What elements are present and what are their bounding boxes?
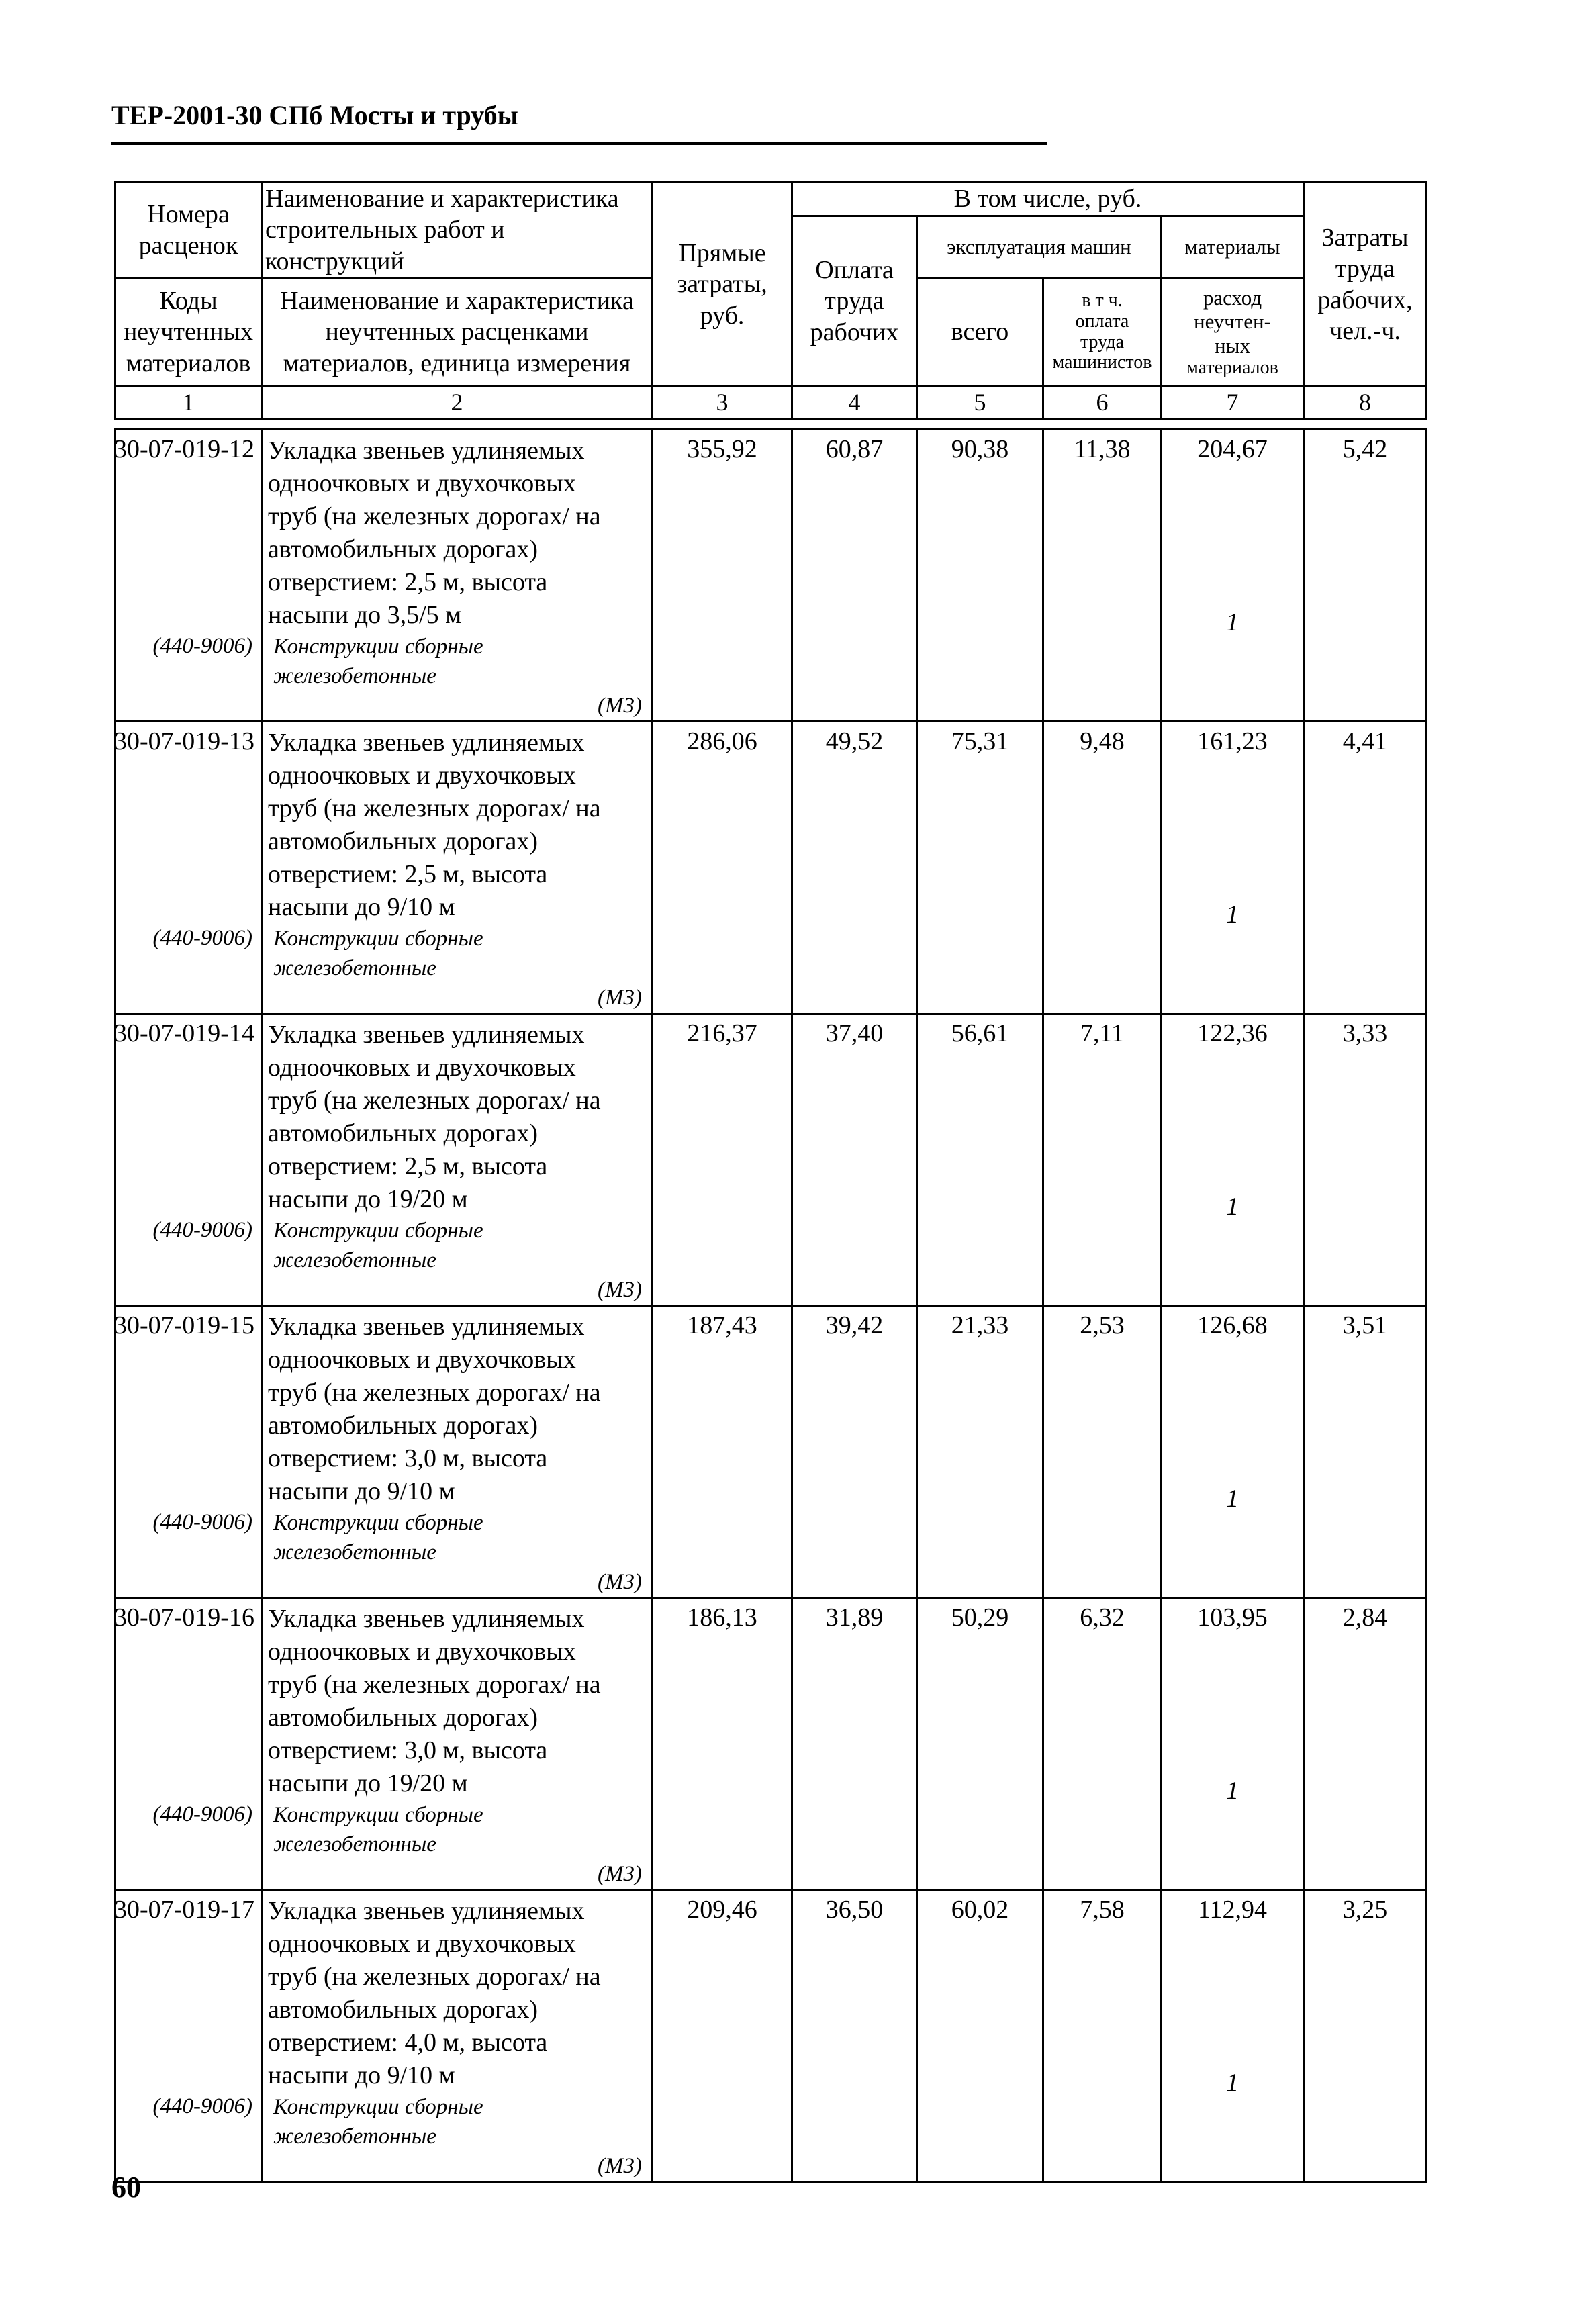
work-description: Укладка звеньев удлиняемых одноочковых и двухочковых труб (на железных дорогах/ на автомобильных дорогах) отверстием: 4,0 м, высота насыпи до 9/10 м Конструкции сборные железобетонные (М3) — [262, 1890, 653, 2182]
work-description: Укладка звеньев удлиняемых одноочковых и двухочковых труб (на железных дорогах/ на автомобильных дорогах) отверстием: 2,5 м, высота насыпи до 9/10 м Конструкции сборные железобетонные (М3) — [262, 722, 653, 1014]
page-header: ТЕР-2001-30 СПб Мосты и трубы — [111, 100, 518, 130]
table-row — [115, 1014, 1427, 1217]
materials-cost: 161,23 1 — [1162, 722, 1304, 1014]
header-rule — [111, 142, 1047, 145]
machinist-pay: 7,11 — [1043, 1014, 1162, 1306]
material-code: (440-9006) — [115, 2093, 262, 2181]
labor-hours: 3,25 — [1304, 1890, 1427, 2182]
labor-hours: 3,33 — [1304, 1014, 1427, 1306]
material-code: (440-9006) — [115, 632, 262, 721]
materials-cost: 204,67 1 — [1162, 430, 1304, 722]
material-code: (440-9006) — [115, 1801, 262, 1889]
work-description: Укладка звеньев удлиняемых одноочковых и двухочковых труб (на железных дорогах/ на автомобильных дорогах) отверстием: 2,5 м, высота насыпи до 3,5/5 м Конструкции сборные железобетонные (М3) — [262, 430, 653, 722]
materials-cost: 126,68 1 — [1162, 1306, 1304, 1598]
direct-costs: 186,13 — [653, 1598, 792, 1890]
material-description: Конструкции сборные железобетонные (М3) — [268, 632, 649, 720]
header-labor-hours: Затраты труда рабочих, чел.-ч. — [1304, 183, 1427, 387]
material-unit: (М3) — [598, 1570, 642, 1594]
machines-total: 75,31 — [917, 722, 1043, 1014]
header-rate-numbers: Номера расценок — [115, 183, 262, 278]
header-material-names: Наименование и характеристика неучтенных расценками материалов, единица измерения — [262, 278, 653, 387]
material-quantity: 1 — [1226, 900, 1239, 929]
table-row — [115, 1890, 1427, 2094]
labor-hours: 5,42 — [1304, 430, 1427, 722]
rate-code: 30-07-019-14 — [115, 1014, 262, 1217]
material-unit: (М3) — [598, 986, 642, 1010]
machines-total: 56,61 — [917, 1014, 1043, 1306]
worker-pay: 37,40 — [792, 1014, 917, 1306]
rate-code: 30-07-019-17 — [115, 1890, 262, 2094]
material-code: (440-9006) — [115, 1217, 262, 1305]
machinist-pay: 11,38 — [1043, 430, 1162, 722]
materials-cost: 112,94 1 — [1162, 1890, 1304, 2182]
header-materials: материалы — [1162, 216, 1304, 278]
material-unit: (М3) — [598, 1862, 642, 1886]
direct-costs: 187,43 — [653, 1306, 792, 1598]
material-quantity: 1 — [1226, 1192, 1239, 1221]
header-unaccounted-materials: расход неучтен- ных материалов — [1162, 278, 1304, 387]
material-quantity: 1 — [1226, 608, 1239, 637]
rates-table — [114, 428, 1427, 2183]
direct-costs: 209,46 — [653, 1890, 792, 2182]
direct-costs: 216,37 — [653, 1014, 792, 1306]
material-description: Конструкции сборные железобетонные (М3) — [268, 1216, 649, 1305]
machines-total: 21,33 — [917, 1306, 1043, 1598]
table-row — [115, 430, 1427, 633]
work-description: Укладка звеньев удлиняемых одноочковых и двухочковых труб (на железных дорогах/ на автомобильных дорогах) отверстием: 3,0 м, высота насыпи до 19/20 м Конструкции сборные железобетонные (М3) — [262, 1598, 653, 1890]
machinist-pay: 2,53 — [1043, 1306, 1162, 1598]
direct-costs: 286,06 — [653, 722, 792, 1014]
material-description: Конструкции сборные железобетонные (М3) — [268, 924, 649, 1013]
table-row — [115, 1598, 1427, 1801]
material-unit: (М3) — [598, 2154, 642, 2178]
rate-code: 30-07-019-13 — [115, 722, 262, 925]
labor-hours: 4,41 — [1304, 722, 1427, 1014]
material-quantity: 1 — [1226, 2069, 1239, 2097]
header-worker-pay: Оплата труда рабочих — [792, 216, 917, 387]
materials-cost: 122,36 1 — [1162, 1014, 1304, 1306]
table-row — [115, 1306, 1427, 1509]
material-description: Конструкции сборные железобетонные (М3) — [268, 2092, 649, 2181]
labor-hours: 3,51 — [1304, 1306, 1427, 1598]
machines-total: 60,02 — [917, 1890, 1043, 2182]
worker-pay: 36,50 — [792, 1890, 917, 2182]
header-machines-total: всего — [917, 278, 1043, 387]
column-numbers-row: 1 2 3 4 5 6 7 8 — [115, 387, 1427, 420]
machinist-pay: 7,58 — [1043, 1890, 1162, 2182]
material-unit: (М3) — [598, 1278, 642, 1302]
header-work-name: Наименование и характеристика строительных работ и конструкций — [262, 183, 653, 278]
header-machines: эксплуатация машин — [917, 216, 1162, 278]
rate-code: 30-07-019-15 — [115, 1306, 262, 1509]
rate-code: 30-07-019-16 — [115, 1598, 262, 1801]
machinist-pay: 6,32 — [1043, 1598, 1162, 1890]
page-number: 60 — [111, 2171, 141, 2204]
material-code: (440-9006) — [115, 925, 262, 1013]
header-including-group: В том числе, руб. — [792, 183, 1304, 216]
material-quantity: 1 — [1226, 1485, 1239, 1513]
header-direct-costs: Прямые затраты, руб. — [653, 183, 792, 387]
work-description: Укладка звеньев удлиняемых одноочковых и двухочковых труб (на железных дорогах/ на автомобильных дорогах) отверстием: 3,0 м, высота насыпи до 9/10 м Конструкции сборные железобетонные (М3) — [262, 1306, 653, 1598]
worker-pay: 60,87 — [792, 430, 917, 722]
worker-pay: 49,52 — [792, 722, 917, 1014]
worker-pay: 39,42 — [792, 1306, 917, 1598]
labor-hours: 2,84 — [1304, 1598, 1427, 1890]
machinist-pay: 9,48 — [1043, 722, 1162, 1014]
table-row — [115, 722, 1427, 925]
material-description: Конструкции сборные железобетонные (М3) — [268, 1800, 649, 1889]
material-quantity: 1 — [1226, 1777, 1239, 1805]
table-header — [114, 181, 1427, 420]
material-unit: (М3) — [598, 694, 642, 718]
work-description: Укладка звеньев удлиняемых одноочковых и двухочковых труб (на железных дорогах/ на автомобильных дорогах) отверстием: 2,5 м, высота насыпи до 19/20 м Конструкции сборные железобетонные (М3) — [262, 1014, 653, 1306]
rate-code: 30-07-019-12 — [115, 430, 262, 633]
machines-total: 50,29 — [917, 1598, 1043, 1890]
material-code: (440-9006) — [115, 1509, 262, 1597]
materials-cost: 103,95 1 — [1162, 1598, 1304, 1890]
machines-total: 90,38 — [917, 430, 1043, 722]
direct-costs: 355,92 — [653, 430, 792, 722]
material-description: Конструкции сборные железобетонные (М3) — [268, 1508, 649, 1597]
header-material-codes: Коды неучтенных материалов — [115, 278, 262, 387]
header-machinist-pay: в т ч. оплата труда машинистов — [1043, 278, 1162, 387]
worker-pay: 31,89 — [792, 1598, 917, 1890]
